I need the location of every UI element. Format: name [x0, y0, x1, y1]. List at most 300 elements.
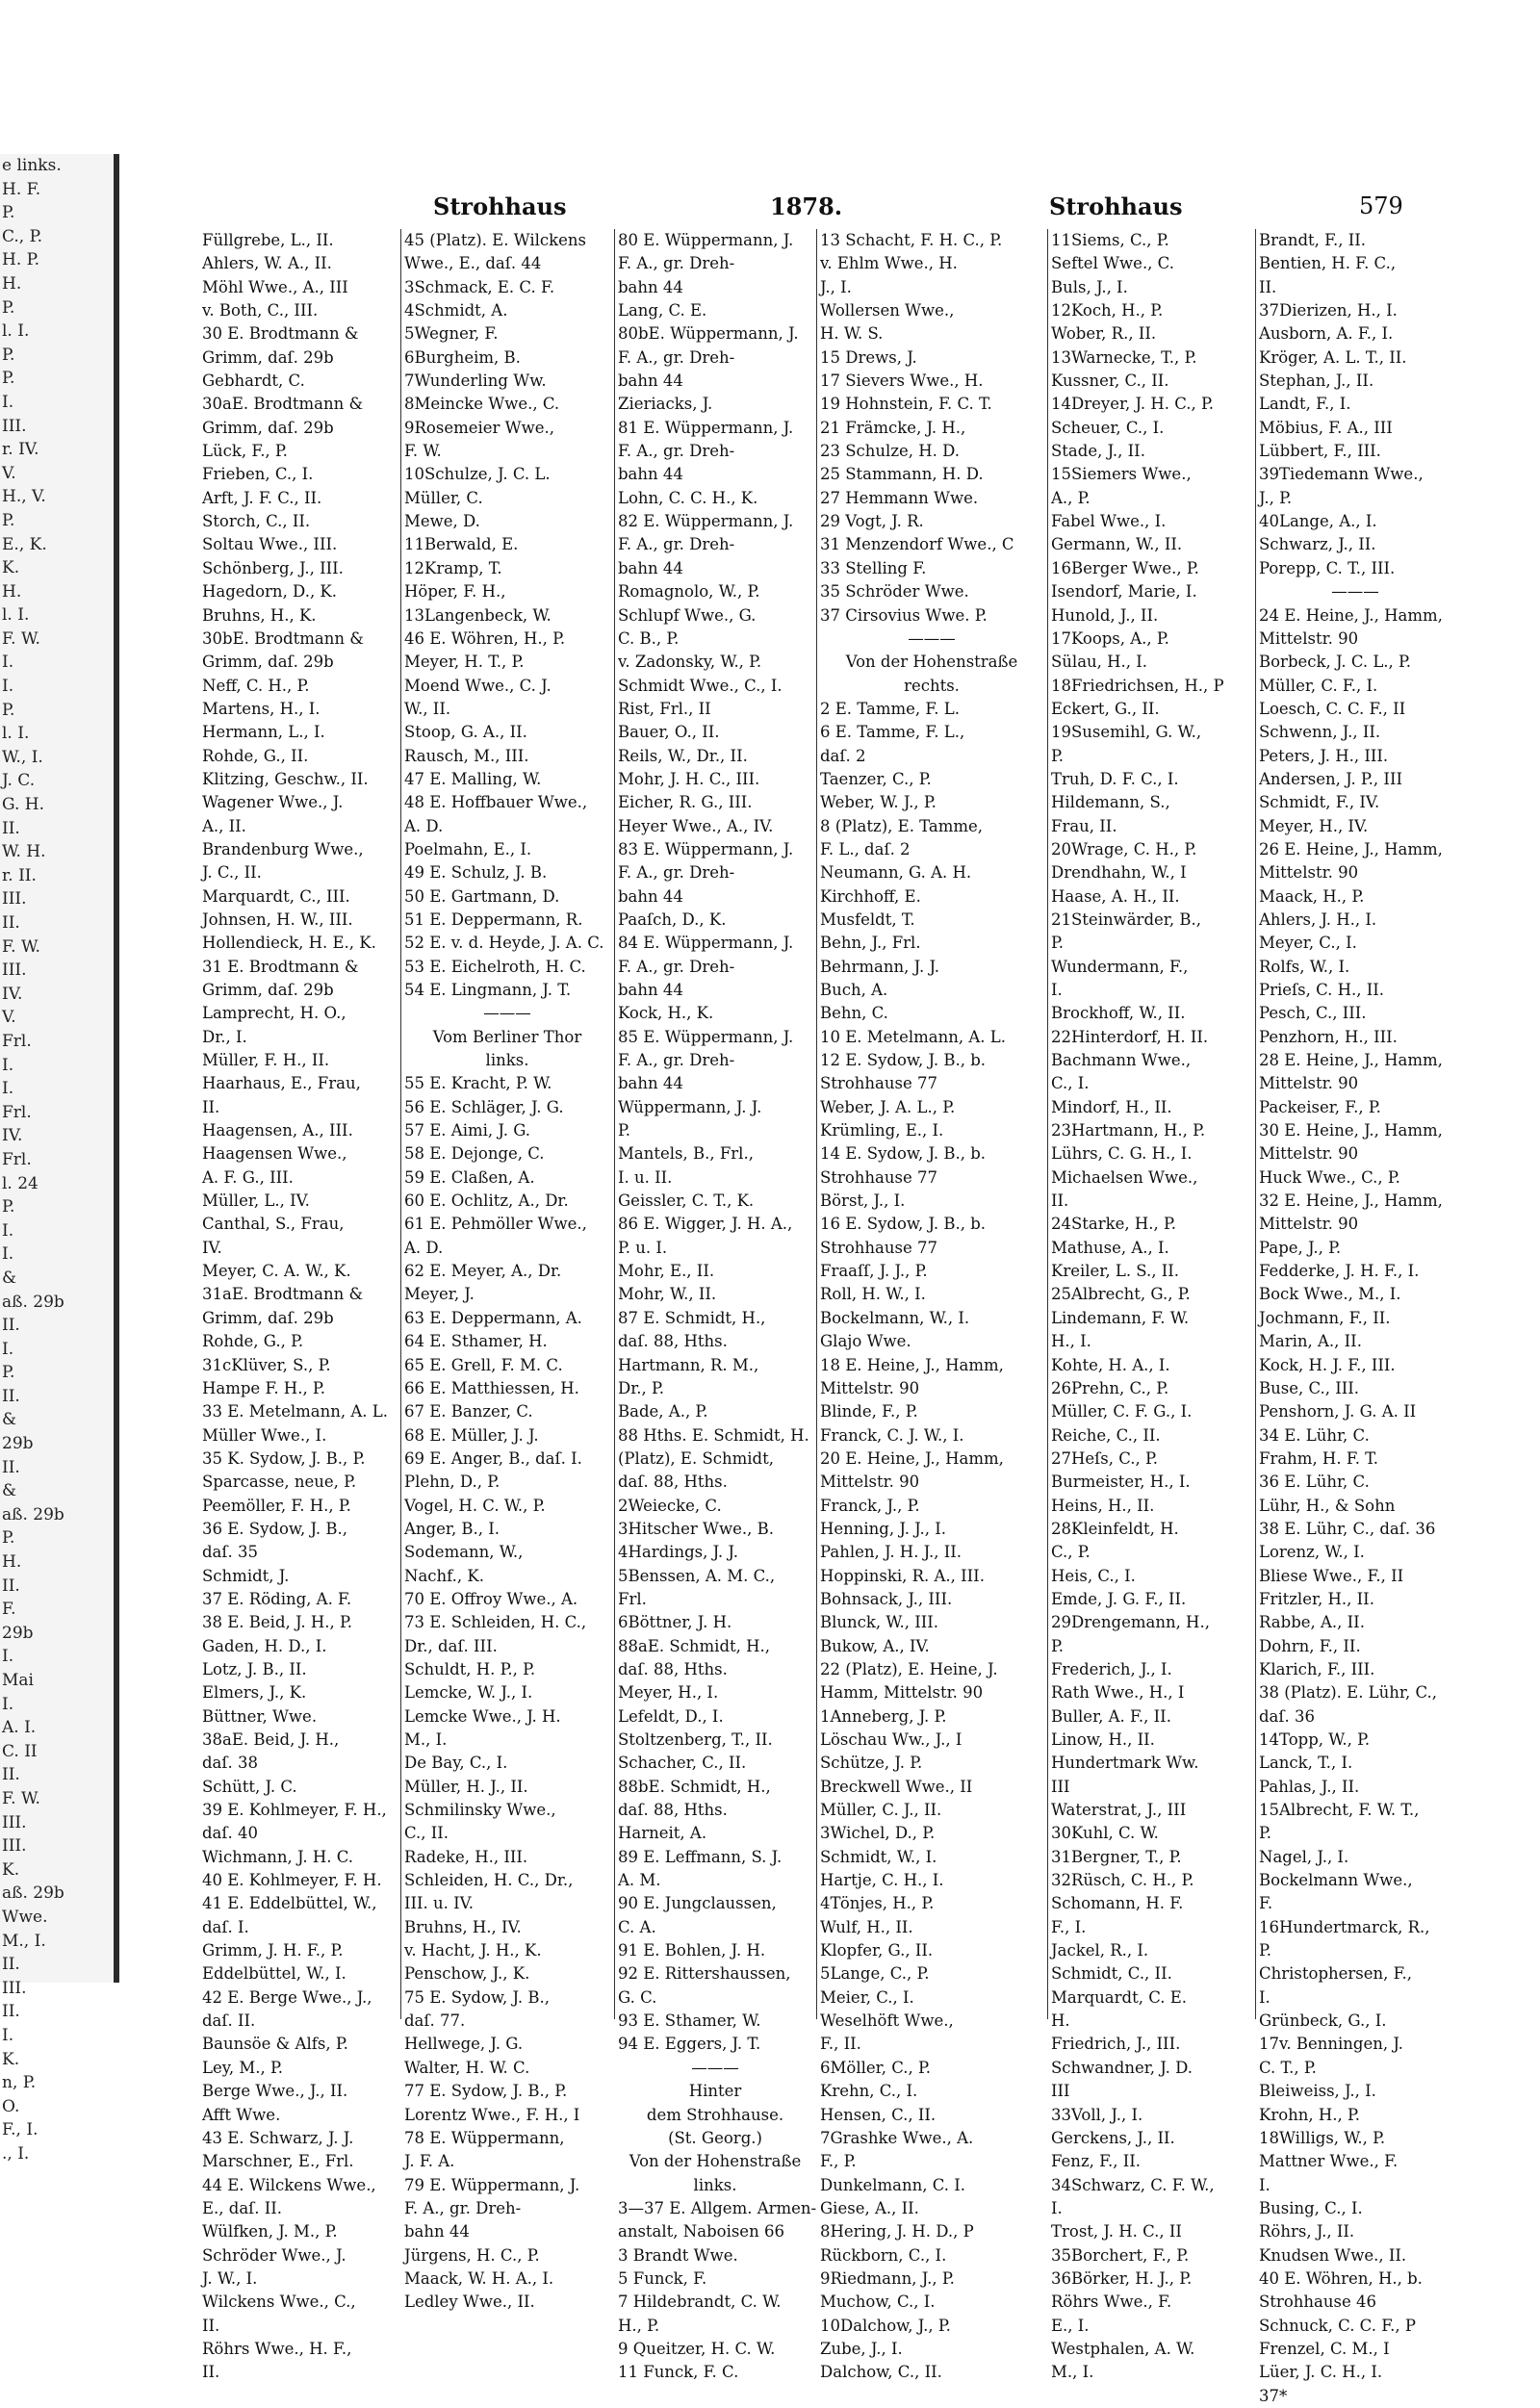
directory-entry-line: Schnuck, C. C. F., P — [1259, 2316, 1416, 2335]
directory-entry-line: III — [1051, 2082, 1070, 2101]
adjacent-page-fragment: Frl. — [2, 1031, 32, 1051]
directory-entry-line: bahn 44 — [404, 2222, 470, 2241]
directory-entry-line: F. — [1259, 1894, 1273, 1913]
adjacent-page-fragment: I. — [2, 677, 14, 697]
directory-entry-line: Röhrs Wwe., H. F., — [202, 2339, 352, 2358]
adjacent-page-fragment: l. I. — [2, 321, 30, 342]
directory-entry-line: v. Both, C., III. — [202, 301, 319, 320]
directory-entry-line: 37Dierizen, H., I. — [1259, 301, 1398, 320]
directory-entry-line: bahn 44 — [618, 886, 683, 906]
directory-entry-line: Truh, D. F. C., I. — [1051, 769, 1179, 788]
directory-entry-line: Vom Berliner Thor — [432, 1027, 582, 1046]
directory-entry-line: 34 E. Lühr, C. — [1259, 1425, 1370, 1445]
adjacent-page-fragment: H., V. — [2, 487, 46, 507]
directory-entry-line: Müller, C. F., I. — [1259, 676, 1378, 695]
directory-entry-line: 21 Främcke, J. H., — [820, 418, 966, 437]
directory-entry-line: Brandenburg Wwe., — [202, 839, 364, 858]
directory-entry-line: 8Meincke Wwe., C. — [404, 395, 560, 414]
directory-entry-line: 80 E. Wüppermann, J. — [618, 231, 794, 249]
directory-entry-line: 24Starke, H., P. — [1051, 1215, 1177, 1234]
directory-entry-line: Müller, L., IV. — [202, 1191, 310, 1211]
directory-entry-line: 16Hundertmarck, R., — [1259, 1917, 1430, 1936]
directory-entry-line: 37 Cirsovius Wwe. P. — [820, 605, 988, 625]
adjacent-page-fragment: W. H. — [2, 842, 46, 862]
directory-entry-line: 17Koops, A., P. — [1051, 628, 1169, 648]
directory-entry-line: Schmidt, C., II. — [1051, 1964, 1172, 1984]
directory-entry-line: 33 Stelling F. — [820, 558, 927, 577]
directory-entry-line: Kreiler, L. S., II. — [1051, 1262, 1180, 1281]
directory-entry-line: 39 E. Kohlmeyer, F. H., — [202, 1801, 387, 1820]
directory-entry-line: 44 E. Wilckens Wwe., — [202, 2175, 376, 2194]
directory-entry-line: bahn 44 — [618, 1074, 683, 1093]
directory-entry-line: Dr., I. — [202, 1027, 247, 1046]
directory-entry-line: 4Schmidt, A. — [404, 301, 508, 320]
directory-entry-line: 31 E. Brodtmann & — [202, 957, 359, 976]
directory-entry-line: Stoltzenberg, T., II. — [618, 1730, 773, 1749]
directory-entry-line: Bruhns, H., IV. — [404, 1917, 522, 1936]
directory-entry-line: 33 E. Metelmann, A. L. — [202, 1402, 388, 1422]
directory-entry-line: Bauer, O., II. — [618, 723, 720, 742]
directory-entry-line: 12Koch, H., P. — [1051, 301, 1164, 320]
directory-entry-line: Hermann, L., I. — [202, 723, 325, 742]
directory-entry-line: 26 E. Heine, J., Hamm, — [1259, 839, 1443, 858]
directory-entry-line: Penschow, J., K. — [404, 1964, 530, 1984]
directory-entry-line: Grimm, daſ. 29b — [202, 981, 334, 999]
adjacent-page-fragment: P. — [2, 369, 15, 389]
directory-entry-line: II. — [1051, 1191, 1069, 1211]
directory-entry-line: Landt, F., I. — [1259, 395, 1351, 414]
directory-entry-line: Mittelstr. 90 — [1259, 863, 1359, 883]
directory-entry-line: 70 E. Offroy Wwe., A. — [404, 1589, 578, 1608]
directory-entry-line: H. — [1051, 2011, 1070, 2031]
adjacent-page-fragment: F. W. — [2, 628, 40, 649]
directory-entry-line: 8Hering, J. H. D., P — [820, 2222, 974, 2241]
directory-entry-line: 30 E. Heine, J., Hamm, — [1259, 1121, 1443, 1140]
directory-entry-line: 3 Brandt Wwe. — [618, 2245, 738, 2265]
adjacent-page-fragment: III. — [2, 961, 27, 981]
adjacent-page-fragment: II. — [2, 1457, 20, 1477]
adjacent-page-fragment: l. 24 — [2, 1173, 38, 1193]
directory-entry-line: daſ. 88, Hths. — [618, 1332, 728, 1351]
directory-entry-line: 30aE. Brodtmann & — [202, 395, 364, 414]
directory-entry-line: Strohhause 77 — [820, 1167, 937, 1187]
directory-entry-line: Grimm, daſ. 29b — [202, 653, 334, 672]
directory-entry-line: 14Dreyer, J. H. C., P. — [1051, 395, 1215, 414]
adjacent-page-fragment: II. — [2, 2002, 20, 2022]
adjacent-page-fragment: III. — [2, 1836, 27, 1857]
directory-entry-line: Germann, W., II. — [1051, 535, 1183, 554]
directory-entry-line: Lübbert, F., III. — [1259, 442, 1381, 461]
directory-entry-line: 79 E. Wüppermann, J. — [404, 2175, 580, 2194]
directory-entry-line: Lorentz Wwe., F. H., I — [404, 2105, 580, 2124]
directory-entry-line: 23Hartmann, H., P. — [1051, 1121, 1206, 1140]
directory-entry-line: Haarhaus, E., Frau, — [202, 1074, 361, 1093]
directory-entry-line: 3Wichel, D., P. — [820, 1824, 936, 1843]
directory-entry-line: 32 E. Heine, J., Hamm, — [1259, 1191, 1443, 1211]
adjacent-page-fragment: III. — [2, 1978, 27, 1998]
adjacent-page-fragment: e links. — [2, 156, 62, 175]
directory-entry-line: Klopfer, G., II. — [820, 1941, 934, 1960]
directory-entry-line: Waterstrat, J., III — [1051, 1801, 1187, 1820]
directory-entry-line: Vogel, H. C. W., P. — [404, 1496, 546, 1515]
directory-entry-line: 67 E. Banzer, C. — [404, 1402, 533, 1422]
directory-entry-line: Behrmann, J. J. — [820, 957, 940, 976]
directory-entry-line: Musfeldt, T. — [820, 909, 915, 929]
directory-entry-line: Haagensen Wwe., — [202, 1144, 347, 1164]
directory-entry-line: Schwandner, J. D. — [1051, 2058, 1193, 2077]
directory-entry-line: daſ. 36 — [1259, 1706, 1315, 1726]
directory-entry-line: 88 Hths. E. Schmidt, H. — [618, 1425, 809, 1445]
column-1 — [202, 229, 397, 2382]
directory-entry-line: Mohr, W., II. — [618, 1285, 717, 1304]
directory-entry-line: 9 Queitzer, H. C. W. — [618, 2339, 776, 2358]
directory-entry-line: Grünbeck, G., I. — [1259, 2011, 1387, 2031]
directory-entry-line: Behn, C. — [820, 1004, 888, 1023]
directory-entry-line: Emde, J. G. F., II. — [1051, 1589, 1187, 1608]
directory-entry-line: Rolfs, W., I. — [1259, 957, 1350, 976]
directory-entry-line: Knudsen Wwe., II. — [1259, 2245, 1407, 2265]
directory-entry-line: Meyer, H. T., P. — [404, 653, 525, 672]
directory-entry-line: Weselhöft Wwe., — [820, 2011, 954, 2031]
column-rule — [1255, 229, 1256, 2019]
directory-entry-line: Rist, Frl., II — [618, 699, 711, 718]
directory-entry-line: A. D. — [404, 816, 444, 835]
directory-entry-line: Maack, W. H. A., I. — [404, 2268, 554, 2288]
directory-entry-line: Schmidt, W., I. — [820, 1847, 937, 1866]
directory-entry-line: IV. — [202, 1238, 222, 1257]
directory-entry-line: Schönberg, J., III. — [202, 558, 344, 577]
directory-entry-line: 20 E. Heine, J., Hamm, — [820, 1448, 1004, 1468]
directory-entry-line: A., II. — [202, 816, 246, 835]
directory-entry-line: C. A. — [618, 1917, 656, 1936]
directory-entry-line: 75 E. Sydow, J. B., — [404, 1987, 550, 2007]
directory-entry-line: Bock Wwe., M., I. — [1259, 1285, 1401, 1304]
directory-entry-line: C. T., P. — [1259, 2058, 1317, 2077]
directory-entry-line: 14 E. Sydow, J. B., b. — [820, 1144, 987, 1164]
directory-entry-line: Meyer, C. A. W., K. — [202, 1262, 351, 1281]
directory-entry-line: 10 E. Metelmann, A. L. — [820, 1027, 1006, 1046]
directory-entry-line: Hinter — [688, 2082, 742, 2101]
directory-entry-line: Meyer, H., IV. — [1259, 816, 1369, 835]
directory-entry-line: 9Rosemeier Wwe., — [404, 418, 555, 437]
adjacent-page-fragment: I. — [2, 2025, 14, 2045]
directory-entry-line: 46 E. Wöhren, H., P. — [404, 628, 566, 648]
directory-entry-line: Kirchhoff, E. — [820, 886, 921, 906]
directory-entry-line: Pesch, C., III. — [1259, 1004, 1367, 1023]
directory-entry-line: 10Schulze, J. C. L. — [404, 465, 551, 484]
directory-page — [144, 191, 1502, 2405]
directory-entry-line: Linow, H., II. — [1051, 1730, 1155, 1749]
directory-entry-line: 3Hitscher Wwe., B. — [618, 1519, 774, 1538]
directory-entry-line: I. — [1259, 1987, 1270, 2007]
directory-entry-line: Fabel Wwe., I. — [1051, 512, 1167, 531]
directory-entry-line: Breckwell Wwe., II — [820, 1777, 973, 1796]
directory-entry-line: Trost, J. H. C., II — [1051, 2222, 1182, 2241]
directory-entry-line: 62 E. Meyer, A., Dr. — [404, 1262, 562, 1281]
directory-entry-line: Pahlen, J. H. J., II. — [820, 1543, 962, 1562]
directory-entry-line: daſ. 35 — [202, 1543, 258, 1562]
directory-entry-line: Giese, A., II. — [820, 2198, 919, 2217]
directory-entry-line: 47 E. Malling, W. — [404, 769, 542, 788]
directory-entry-line: J. W., I. — [202, 2268, 258, 2288]
directory-entry-line: Nachf., K. — [404, 1566, 484, 1585]
directory-entry-line: Wober, R., II. — [1051, 324, 1157, 344]
adjacent-page-fragment: aß. 29b — [2, 1883, 64, 1904]
directory-entry-line: Rath Wwe., H., I — [1051, 1683, 1185, 1703]
directory-entry-line: Nagel, J., I. — [1259, 1847, 1349, 1866]
directory-entry-line: 93 E. Sthamer, W. — [618, 2011, 761, 2031]
directory-entry-line: 16Berger Wwe., P. — [1051, 558, 1199, 577]
directory-entry-line: E., daſ. II. — [202, 2198, 283, 2217]
adjacent-page-fragment: II. — [2, 1386, 20, 1406]
column-rule — [1047, 229, 1048, 2019]
adjacent-page-fragment: V. — [2, 1008, 16, 1028]
adjacent-page-fragment: III. — [2, 416, 27, 436]
directory-entry-line: 37* — [1259, 2386, 1288, 2405]
directory-entry-line: Bade, A., P. — [618, 1402, 708, 1422]
directory-entry-line: 31aE. Brodtmann & — [202, 1285, 364, 1304]
directory-entry-line: Frederich, J., I. — [1051, 1659, 1172, 1678]
directory-entry-line: Müller Wwe., I. — [202, 1425, 327, 1445]
directory-entry-line: Bleiweiss, J., I. — [1259, 2082, 1376, 2101]
directory-entry-line: Müller, H. J., II. — [404, 1777, 528, 1796]
directory-entry-line: A., P. — [1051, 488, 1091, 507]
directory-entry-line: Westphalen, A. W. — [1051, 2339, 1195, 2358]
directory-entry-line: Schuldt, H. P., P. — [404, 1659, 536, 1678]
directory-entry-line: P. — [1051, 746, 1065, 765]
header-street-left: Strohhaus — [433, 192, 567, 220]
directory-entry-line: Schomann, H. F. — [1051, 1894, 1184, 1913]
directory-entry-line: Wundermann, F., — [1051, 957, 1189, 976]
directory-entry-line: F. A., gr. Dreh- — [618, 863, 735, 883]
directory-entry-line: 30Kuhl, C. W. — [1051, 1824, 1159, 1843]
directory-entry-line: Krohn, H., P. — [1259, 2105, 1361, 2124]
column-3 — [618, 229, 817, 2382]
directory-entry-line: Isendorf, Marie, I. — [1051, 582, 1197, 602]
directory-entry-line: Buls, J., I. — [1051, 277, 1128, 296]
directory-entry-line: Eicher, R. G., III. — [618, 793, 753, 812]
adjacent-page-fragment: F., I. — [2, 2120, 38, 2140]
directory-entry-line: G. C. — [618, 1987, 657, 2007]
directory-entry-line: Muchow, C., I. — [820, 2293, 936, 2312]
directory-entry-line: 31Bergner, T., P. — [1051, 1847, 1182, 1866]
directory-entry-line: Sodemann, W., — [404, 1543, 524, 1562]
directory-entry-line: Ledley Wwe., II. — [404, 2293, 535, 2312]
directory-entry-line: Mathuse, A., I. — [1051, 1238, 1169, 1257]
directory-entry-line: Wüppermann, J. J. — [618, 1097, 762, 1116]
adjacent-page-fragment: K. — [2, 558, 20, 578]
directory-entry-line: Schmilinsky Wwe., — [404, 1801, 556, 1820]
directory-entry-line: Ahlers, W. A., II. — [202, 254, 332, 273]
directory-entry-line: 68 E. Müller, J. J. — [404, 1425, 539, 1445]
directory-entry-line: 28Kleinfeldt, H. — [1051, 1519, 1179, 1538]
directory-entry-line: 35 Schröder Wwe. — [820, 582, 969, 602]
directory-entry-line: 43 E. Schwarz, J. J. — [202, 2128, 354, 2147]
adjacent-page-fragment: & — [2, 1481, 17, 1501]
directory-entry-line: 5Wegner, F. — [404, 324, 499, 344]
directory-entry-line: Blinde, F., P. — [820, 1402, 918, 1422]
directory-entry-line: Hildemann, S., — [1051, 793, 1170, 812]
adjacent-page-fragment: II. — [2, 1316, 20, 1336]
directory-entry-line: A. F. G., III. — [202, 1167, 294, 1187]
directory-entry-line: Bruhns, H., K. — [202, 605, 317, 625]
directory-entry-line: 5 Funck, F. — [618, 2268, 707, 2288]
directory-entry-line: Frenzel, C. M., I — [1259, 2339, 1390, 2358]
directory-entry-line: Sparcasse, neue, P. — [202, 1473, 357, 1492]
directory-entry-line: Drendhahn, W., I — [1051, 863, 1187, 883]
directory-entry-line: M., I. — [1051, 2363, 1094, 2382]
directory-entry-line: Taenzer, C., P. — [820, 769, 932, 788]
adjacent-page-fragment: II. — [2, 1765, 20, 1785]
directory-entry-line: Penzhorn, H., III. — [1259, 1027, 1398, 1046]
directory-entry-line: F., II. — [820, 2035, 861, 2054]
directory-entry-line: v. Hacht, J. H., K. — [404, 1941, 542, 1960]
directory-entry-line: bahn 44 — [618, 981, 683, 999]
directory-entry-line: Lamprecht, H. O., — [202, 1004, 346, 1023]
directory-entry-line: 13Langenbeck, W. — [404, 605, 552, 625]
directory-entry-line: 15Albrecht, F. W. T., — [1259, 1801, 1420, 1820]
adjacent-page-fragment: I. — [2, 1694, 14, 1714]
directory-entry-line: Rausch, M., III. — [404, 746, 529, 765]
directory-entry-line: Krehn, C., I. — [820, 2082, 918, 2101]
directory-entry-line: Sülau, H., I. — [1051, 653, 1148, 672]
directory-entry-line: E., I. — [1051, 2316, 1090, 2335]
directory-entry-line: 22Hinterdorf, H. II. — [1051, 1027, 1209, 1046]
directory-entry-line: Dr., P. — [618, 1378, 665, 1397]
directory-entry-line: II. — [1259, 277, 1277, 296]
adjacent-page-fragment: IV. — [2, 1126, 23, 1146]
directory-entry-line: Dohrn, F., II. — [1259, 1636, 1361, 1655]
directory-entry-line: Wichmann, J. H. C. — [202, 1847, 354, 1866]
directory-entry-line: 6Burgheim, B. — [404, 347, 521, 367]
directory-entry-line: 31cKlüver, S., P. — [202, 1355, 331, 1374]
column-6 — [1259, 229, 1451, 2405]
directory-entry-line: Christophersen, F., — [1259, 1964, 1413, 1984]
adjacent-page-fragment: P. — [2, 1363, 15, 1383]
directory-entry-line: P. — [1259, 1824, 1272, 1843]
directory-entry-line: 11 Funck, F. C. — [618, 2363, 739, 2382]
directory-entry-line: 11Berwald, E. — [404, 535, 519, 554]
directory-entry-line: 50 E. Gartmann, D. — [404, 886, 560, 906]
directory-entry-line: 9Riedmann, J., P. — [820, 2268, 955, 2288]
adjacent-page-fragment: C. II — [2, 1741, 38, 1761]
directory-entry-line: Strohhause 77 — [820, 1238, 937, 1257]
directory-entry-line: 5Lange, C., P. — [820, 1964, 930, 1984]
column-rule — [614, 229, 615, 2019]
directory-entry-line: Wulf, H., II. — [820, 1917, 913, 1936]
directory-entry-line: 64 E. Sthamer, H. — [404, 1332, 548, 1351]
directory-entry-line: 82 E. Wüppermann, J. — [618, 512, 794, 531]
directory-entry-line: Schütt, J. C. — [202, 1777, 297, 1796]
directory-entry-line: Hartmann, R. M., — [618, 1355, 759, 1374]
directory-entry-line: Schmidt, F., IV. — [1259, 793, 1380, 812]
directory-entry-line: C., II. — [404, 1824, 449, 1843]
directory-entry-line: 84 E. Wüppermann, J. — [618, 934, 794, 953]
directory-entry-line: daſ. 38 — [202, 1754, 258, 1773]
directory-entry-line: II. — [202, 2316, 220, 2335]
directory-entry-line: 27 Hemmann Wwe. — [820, 488, 979, 507]
directory-entry-line: Heyer Wwe., A., IV. — [618, 816, 774, 835]
directory-entry-line: Von der Hohenstraße — [845, 653, 1018, 672]
directory-entry-line: Lück, F., P. — [202, 442, 288, 461]
adjacent-page-fragment: III. — [2, 889, 27, 909]
directory-entry-line: Lüer, J. C. H., I. — [1259, 2363, 1383, 2382]
directory-entry-line: Zieriacks, J. — [618, 395, 713, 414]
directory-entry-line: Geissler, C. T., K. — [618, 1191, 755, 1211]
directory-entry-line: Krümling, E., I. — [820, 1121, 944, 1140]
directory-entry-line: Höper, F. H., — [404, 582, 506, 602]
directory-entry-line: 19 Hohnstein, F. C. T. — [820, 395, 992, 414]
directory-entry-line: J. C., II. — [202, 863, 262, 883]
directory-entry-line: 15 Drews, J. — [820, 347, 917, 367]
directory-entry-line: 7Wunderling Ww. — [404, 371, 547, 391]
adjacent-page-fragment: I. — [2, 1339, 14, 1359]
directory-entry-line: Baunsöe & Alfs, P. — [202, 2035, 348, 2054]
directory-entry-line: 8 (Platz), E. Tamme, — [820, 816, 984, 835]
directory-entry-line: Bentien, H. F. C., — [1259, 254, 1397, 273]
directory-entry-line: 87 E. Schmidt, H., — [618, 1308, 766, 1327]
adjacent-page-fragment: E., K. — [2, 534, 47, 554]
header-street-right: Strohhaus — [1049, 192, 1183, 220]
adjacent-page-fragment: ., I. — [2, 2143, 30, 2164]
directory-entry-line: 12 E. Sydow, J. B., b. — [820, 1051, 987, 1070]
directory-entry-line: Mittelstr. 90 — [1259, 1215, 1359, 1234]
directory-entry-line: M., I. — [404, 1730, 448, 1749]
directory-entry-line: Jackel, R., I. — [1051, 1941, 1149, 1960]
directory-entry-line: Wwe., E., daſ. 44 — [404, 254, 542, 273]
adjacent-page-fragment: P. — [2, 1528, 15, 1549]
directory-entry-line: Romagnolo, W., P. — [618, 582, 760, 602]
directory-entry-line: J., P. — [1259, 488, 1293, 507]
directory-entry-line: 89 E. Leffmann, S. J. — [618, 1847, 783, 1866]
directory-entry-line: 4Tönjes, H., P. — [820, 1894, 935, 1913]
directory-entry-line: Peemöller, F. H., P. — [202, 1496, 351, 1515]
directory-entry-line: Mittelstr. 90 — [820, 1473, 920, 1492]
directory-entry-line: 36 E. Lühr, C. — [1259, 1473, 1370, 1492]
adjacent-page-fragment: II. — [2, 913, 20, 933]
directory-entry-line: Weber, J. A. L., P. — [820, 1097, 956, 1116]
directory-entry-line: v. Zadonsky, W., P. — [618, 653, 762, 672]
directory-entry-line: F. A., gr. Dreh- — [618, 442, 735, 461]
directory-entry-line: Dalchow, C., II. — [820, 2363, 942, 2382]
directory-entry-line: 19Susemihl, G. W., — [1051, 723, 1202, 742]
adjacent-page-fragment: n, P. — [2, 2073, 37, 2093]
directory-entry-line: H., P. — [618, 2316, 660, 2335]
directory-entry-line: I. u. II. — [618, 1167, 673, 1187]
directory-entry-line: daſ. II. — [202, 2011, 256, 2031]
directory-entry-line: Storch, C., II. — [202, 512, 311, 531]
directory-entry-line: Anger, B., I. — [404, 1519, 500, 1538]
directory-entry-line: 38 E. Lühr, C., daſ. 36 — [1259, 1519, 1436, 1538]
directory-entry-line: Scheuer, C., I. — [1051, 418, 1165, 437]
directory-entry-line: Kock, H. J. F., III. — [1259, 1355, 1396, 1374]
directory-entry-line: H., I. — [1051, 1332, 1091, 1351]
directory-entry-line: Lefeldt, D., I. — [618, 1706, 724, 1726]
directory-entry-line: Ausborn, A. F., I. — [1259, 324, 1394, 344]
directory-entry-line: H. W. S. — [820, 324, 884, 344]
directory-entry-line: Arft, J. F. C., II. — [202, 488, 322, 507]
directory-entry-line: Müller, C. J., II. — [820, 1801, 942, 1820]
directory-entry-line: Gaden, H. D., I. — [202, 1636, 327, 1655]
adjacent-page-fragment: IV. — [2, 984, 23, 1004]
adjacent-page-fragment: H. — [2, 273, 22, 294]
directory-entry-line: Neumann, G. A. H. — [820, 863, 972, 883]
directory-entry-line: ——— — [1331, 582, 1379, 602]
directory-entry-line: Grimm, daſ. 29b — [202, 347, 334, 367]
adjacent-page-fragment: V. — [2, 463, 16, 483]
directory-entry-line: Wollersen Wwe., — [820, 301, 955, 320]
adjacent-page-fragment: K. — [2, 1859, 20, 1880]
